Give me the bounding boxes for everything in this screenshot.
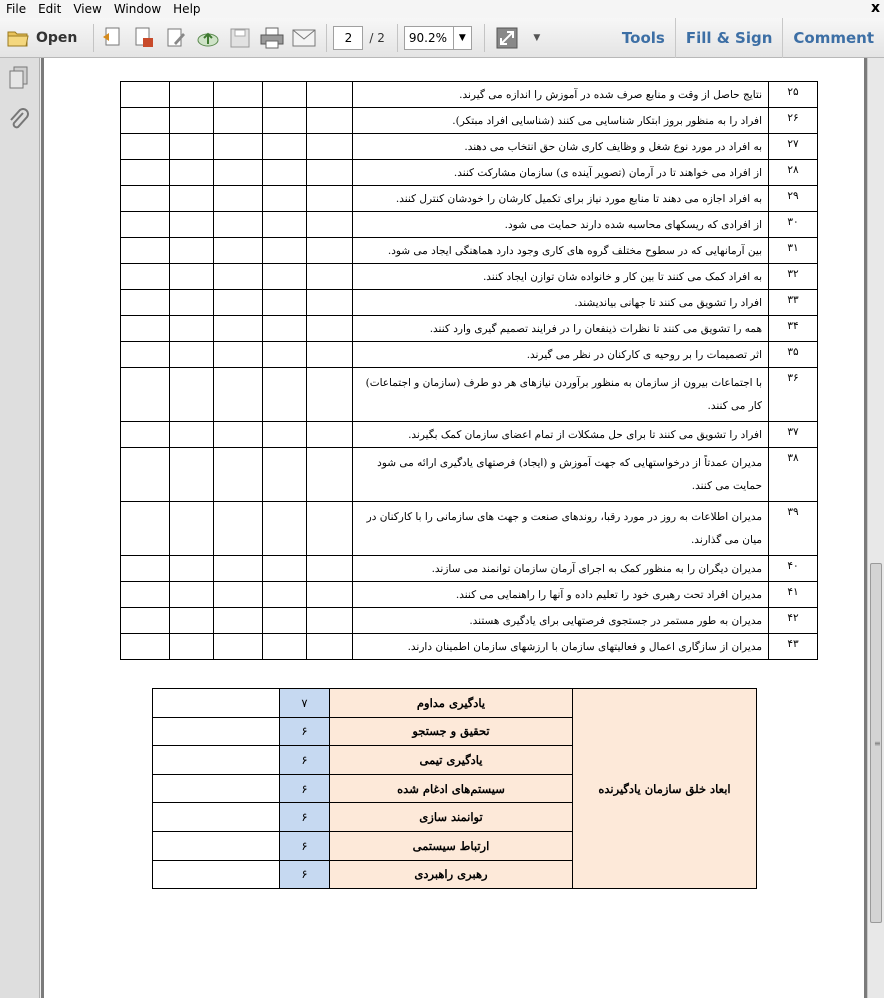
page-number-input[interactable]: 2 xyxy=(333,26,363,50)
answer-cell[interactable] xyxy=(307,264,353,290)
answer-cell[interactable] xyxy=(307,342,353,368)
answer-cell[interactable] xyxy=(121,186,170,212)
question-number: ۴۰ xyxy=(769,556,818,582)
menu-window[interactable]: Window xyxy=(113,2,162,16)
answer-cell[interactable] xyxy=(170,582,214,608)
answer-cell[interactable] xyxy=(214,368,263,422)
dimensions-title: ابعاد خلق سازمان یادگیرنده xyxy=(573,689,757,889)
dimension-count: ۷ xyxy=(280,689,330,718)
comment-link[interactable]: Comment xyxy=(782,18,884,58)
answer-cell[interactable] xyxy=(263,108,307,134)
question-text: همه را تشویق می کنند تا نظرات ذینفعان را در فرایند تصمیم گیری وارد کنند. xyxy=(353,316,769,342)
answer-cell[interactable] xyxy=(121,82,170,108)
upload-cloud-icon[interactable] xyxy=(196,26,220,50)
answer-cell[interactable] xyxy=(214,82,263,108)
dimension-label: تحقیق و جستجو xyxy=(330,717,573,746)
table-row xyxy=(121,82,818,108)
print-icon[interactable] xyxy=(260,26,284,50)
answer-cell[interactable] xyxy=(214,290,263,316)
answer-cell[interactable] xyxy=(307,108,353,134)
answer-cell[interactable] xyxy=(307,82,353,108)
question-number: ۲۸ xyxy=(769,160,818,186)
answer-cell[interactable] xyxy=(121,212,170,238)
table-row xyxy=(121,212,818,238)
answer-cell[interactable] xyxy=(170,502,214,556)
answer-cell[interactable] xyxy=(307,368,353,422)
answer-cell[interactable] xyxy=(170,368,214,422)
menu-edit[interactable]: Edit xyxy=(38,2,62,16)
question-text: مدیران از سازگاری اعمال و فعالیتهای سازمان با ارزشهای سازمان اطمینان دارند. xyxy=(353,634,769,660)
answer-cell[interactable] xyxy=(214,502,263,556)
answer-cell[interactable] xyxy=(170,212,214,238)
empty-cell xyxy=(153,717,280,746)
answer-cell[interactable] xyxy=(170,608,214,634)
question-text: از افرادی که ریسکهای محاسبه شده دارند حمایت می شود. xyxy=(353,212,769,238)
question-text: نتایج حاصل از وقت و منابع صرف شده در آموزش را اندازه می گیرند. xyxy=(353,82,769,108)
answer-cell[interactable] xyxy=(307,502,353,556)
question-number: ۳۱ xyxy=(769,238,818,264)
navigation-panel xyxy=(0,58,40,998)
document-view[interactable] xyxy=(41,58,867,998)
question-number: ۴۳ xyxy=(769,634,818,660)
zoom-select[interactable] xyxy=(404,26,472,50)
answer-cell[interactable] xyxy=(263,316,307,342)
table-row xyxy=(121,134,818,160)
answer-cell[interactable] xyxy=(263,368,307,422)
answer-cell[interactable] xyxy=(214,342,263,368)
answer-cell[interactable] xyxy=(121,342,170,368)
toolbar-separator xyxy=(484,24,485,52)
question-number: ۳۶ xyxy=(769,368,818,422)
answer-cell[interactable] xyxy=(121,634,170,660)
answer-cell[interactable] xyxy=(214,448,263,502)
table-row xyxy=(121,160,818,186)
scrollbar-thumb[interactable] xyxy=(870,563,882,923)
question-number: ۲۶ xyxy=(769,108,818,134)
table-row xyxy=(121,316,818,342)
answer-cell[interactable] xyxy=(214,238,263,264)
answer-cell[interactable] xyxy=(170,316,214,342)
answer-cell[interactable] xyxy=(263,342,307,368)
menu-help[interactable]: Help xyxy=(173,2,201,16)
table-row xyxy=(121,582,818,608)
table-row xyxy=(153,689,757,718)
question-number: ۳۷ xyxy=(769,422,818,448)
empty-cell xyxy=(153,803,280,832)
grip-icon: ≡ xyxy=(874,739,881,748)
fit-page-icon[interactable] xyxy=(495,26,519,50)
answer-cell[interactable] xyxy=(263,634,307,660)
answer-cell[interactable] xyxy=(121,160,170,186)
questionnaire-table xyxy=(120,81,818,660)
question-text: افراد را تشویق می کنند تا جهانی بیاندیشند. xyxy=(353,290,769,316)
answer-cell[interactable] xyxy=(307,582,353,608)
attachment-icon[interactable] xyxy=(8,108,32,132)
answer-cell[interactable] xyxy=(170,186,214,212)
answer-cell[interactable] xyxy=(214,160,263,186)
answer-cell[interactable] xyxy=(307,448,353,502)
answer-cell[interactable] xyxy=(121,448,170,502)
answer-cell[interactable] xyxy=(263,134,307,160)
question-number: ۲۵ xyxy=(769,82,818,108)
answer-cell[interactable] xyxy=(121,290,170,316)
question-number: ۳۳ xyxy=(769,290,818,316)
answer-cell[interactable] xyxy=(307,212,353,238)
table-row xyxy=(121,502,818,556)
dimension-count: ۶ xyxy=(280,831,330,860)
answer-cell[interactable] xyxy=(170,160,214,186)
folder-icon xyxy=(6,26,30,50)
vertical-scrollbar[interactable] xyxy=(867,58,884,998)
export-pdf-icon[interactable] xyxy=(132,26,156,50)
answer-cell[interactable] xyxy=(121,316,170,342)
close-document-button[interactable]: x xyxy=(870,0,880,16)
answer-cell[interactable] xyxy=(214,556,263,582)
tools-link[interactable]: Tools xyxy=(621,29,665,47)
toolbar-separator xyxy=(397,24,398,52)
dimension-label: رهبری راهبردی xyxy=(330,860,573,889)
table-row xyxy=(121,342,818,368)
answer-cell[interactable] xyxy=(214,608,263,634)
answer-cell[interactable] xyxy=(263,238,307,264)
answer-cell[interactable] xyxy=(263,264,307,290)
right-panel-links xyxy=(612,18,884,58)
table-row xyxy=(121,556,818,582)
pages-icon[interactable] xyxy=(8,66,32,90)
answer-cell[interactable] xyxy=(214,316,263,342)
toolbar xyxy=(0,18,884,58)
page-total: / 2 xyxy=(369,30,385,45)
answer-cell[interactable] xyxy=(263,608,307,634)
table-row xyxy=(121,634,818,660)
answer-cell[interactable] xyxy=(307,634,353,660)
question-text: به افراد در مورد نوع شغل و وظایف کاری شان حق انتخاب می دهند. xyxy=(353,134,769,160)
menu-bar xyxy=(0,0,884,18)
table-row xyxy=(121,448,818,502)
dimension-count: ۶ xyxy=(280,803,330,832)
answer-cell[interactable] xyxy=(170,290,214,316)
question-number: ۳۸ xyxy=(769,448,818,502)
question-text: افراد را تشویق می کنند تا برای حل مشکلات از تمام اعضای سازمان کمک بگیرند. xyxy=(353,422,769,448)
answer-cell[interactable] xyxy=(214,422,263,448)
email-icon[interactable] xyxy=(292,26,316,50)
question-text: مدیران افراد تحت رهبری خود را تعلیم داده و آنها را راهنمایی می کنند. xyxy=(353,582,769,608)
create-pdf-icon[interactable] xyxy=(100,26,124,50)
question-text: بین آرمانهایی که در سطوح مختلف گروه های کاری وجود دارد هماهنگی ایجاد می شود. xyxy=(353,238,769,264)
table-row xyxy=(121,264,818,290)
answer-cell[interactable] xyxy=(121,502,170,556)
answer-cell[interactable] xyxy=(121,368,170,422)
answer-cell[interactable] xyxy=(121,556,170,582)
answer-cell[interactable] xyxy=(307,556,353,582)
answer-cell[interactable] xyxy=(214,186,263,212)
toolbar-options-icon[interactable]: ▼ xyxy=(533,32,541,43)
dimension-count: ۶ xyxy=(280,717,330,746)
answer-cell[interactable] xyxy=(263,502,307,556)
answer-cell[interactable] xyxy=(170,422,214,448)
edit-document-icon[interactable] xyxy=(164,26,188,50)
question-number: ۳۴ xyxy=(769,316,818,342)
open-label: Open xyxy=(36,29,78,46)
question-text: اثر تصمیمات را بر روحیه ی کارکنان در نظر می گیرند. xyxy=(353,342,769,368)
answer-cell[interactable] xyxy=(307,422,353,448)
answer-cell[interactable] xyxy=(263,82,307,108)
table-row xyxy=(121,290,818,316)
table-row xyxy=(121,368,818,422)
zoom-value: 90.2% xyxy=(408,30,448,45)
answer-cell[interactable] xyxy=(121,422,170,448)
answer-cell[interactable] xyxy=(170,342,214,368)
dimension-count: ۶ xyxy=(280,746,330,775)
answer-cell[interactable] xyxy=(307,134,353,160)
answer-cell[interactable] xyxy=(121,582,170,608)
answer-cell[interactable] xyxy=(170,264,214,290)
question-text: مدیران عمدتاً از درخواستهایی که جهت آموزش و (ایجاد) فرصتهای یادگیری ارائه می شود حمایت می کنند. xyxy=(353,448,769,502)
question-text: مدیران دیگران را به منظور کمک به اجرای آرمان سازمان توانمند می سازند. xyxy=(353,556,769,582)
fill-sign-link[interactable]: Fill & Sign xyxy=(675,18,783,58)
question-text: به افراد اجازه می دهند تا منابع مورد نیاز برای تکمیل کارشان را خودشان کنترل کنند. xyxy=(353,186,769,212)
answer-cell[interactable] xyxy=(121,608,170,634)
question-text: از افراد می خواهند تا در آرمان (تصویر آینده ی) سازمان مشارکت کنند. xyxy=(353,160,769,186)
answer-cell[interactable] xyxy=(263,290,307,316)
menu-view[interactable]: View xyxy=(73,2,102,16)
answer-cell[interactable] xyxy=(307,290,353,316)
answer-cell[interactable] xyxy=(121,134,170,160)
answer-cell[interactable] xyxy=(121,238,170,264)
answer-cell[interactable] xyxy=(214,264,263,290)
chevron-down-icon[interactable]: ▼ xyxy=(453,27,471,49)
dimension-count: ۶ xyxy=(280,860,330,889)
answer-cell[interactable] xyxy=(263,160,307,186)
answer-cell[interactable] xyxy=(121,264,170,290)
empty-cell xyxy=(153,746,280,775)
question-text: افراد را به منظور بروز ابتکار شناسایی می کنند (شناسایی افراد مبتکر). xyxy=(353,108,769,134)
answer-cell[interactable] xyxy=(170,108,214,134)
question-number: ۲۹ xyxy=(769,186,818,212)
answer-cell[interactable] xyxy=(170,556,214,582)
answer-cell[interactable] xyxy=(263,422,307,448)
answer-cell[interactable] xyxy=(307,160,353,186)
question-number: ۳۰ xyxy=(769,212,818,238)
question-number: ۴۱ xyxy=(769,582,818,608)
question-number: ۳۲ xyxy=(769,264,818,290)
question-text: با اجتماعات بیرون از سازمان به منظور برآوردن نیازهای هر دو طرف (سازمان و اجتماعات) کار می کنند. xyxy=(353,368,769,422)
empty-cell xyxy=(153,774,280,803)
toolbar-separator xyxy=(326,24,327,52)
dimension-label: توانمند سازی xyxy=(330,803,573,832)
toolbar-separator xyxy=(93,24,94,52)
question-text: مدیران به طور مستمر در جستجوی فرصتهایی برای یادگیری هستند. xyxy=(353,608,769,634)
answer-cell[interactable] xyxy=(170,448,214,502)
question-number: ۴۲ xyxy=(769,608,818,634)
question-text: به افراد کمک می کنند تا بین کار و خانواده شان توازن ایجاد کنند. xyxy=(353,264,769,290)
answer-cell[interactable] xyxy=(263,186,307,212)
answer-cell[interactable] xyxy=(214,108,263,134)
answer-cell[interactable] xyxy=(170,82,214,108)
table-row xyxy=(121,238,818,264)
answer-cell[interactable] xyxy=(170,238,214,264)
answer-cell[interactable] xyxy=(263,556,307,582)
dimension-count: ۶ xyxy=(280,774,330,803)
table-row xyxy=(121,608,818,634)
empty-cell xyxy=(153,860,280,889)
table-row xyxy=(121,186,818,212)
dimension-label: یادگیری تیمی xyxy=(330,746,573,775)
dimension-label: سیستم‌های ادغام شده xyxy=(330,774,573,803)
answer-cell[interactable] xyxy=(170,634,214,660)
answer-cell[interactable] xyxy=(307,238,353,264)
answer-cell[interactable] xyxy=(263,448,307,502)
answer-cell[interactable] xyxy=(263,212,307,238)
question-text: مدیران اطلاعات به روز در مورد رقبا، روندهای صنعت و جهت های سازمانی را با کارکنان در میان می گذارند. xyxy=(353,502,769,556)
answer-cell[interactable] xyxy=(170,134,214,160)
answer-cell[interactable] xyxy=(214,212,263,238)
table-row xyxy=(121,422,818,448)
dimensions-table xyxy=(152,688,757,889)
empty-cell xyxy=(153,689,280,718)
menu-file[interactable]: File xyxy=(6,2,27,16)
answer-cell[interactable] xyxy=(121,108,170,134)
question-number: ۳۹ xyxy=(769,502,818,556)
question-number: ۳۵ xyxy=(769,342,818,368)
answer-cell[interactable] xyxy=(214,134,263,160)
answer-cell[interactable] xyxy=(307,608,353,634)
answer-cell[interactable] xyxy=(263,582,307,608)
answer-cell[interactable] xyxy=(214,634,263,660)
open-button[interactable] xyxy=(6,23,77,53)
pdf-page xyxy=(44,58,864,998)
answer-cell[interactable] xyxy=(214,582,263,608)
answer-cell[interactable] xyxy=(307,316,353,342)
save-icon[interactable] xyxy=(228,26,252,50)
empty-cell xyxy=(153,831,280,860)
table-row xyxy=(121,108,818,134)
dimension-label: ارتباط سیستمی xyxy=(330,831,573,860)
dimension-label: یادگیری مداوم xyxy=(330,689,573,718)
answer-cell[interactable] xyxy=(307,186,353,212)
question-number: ۲۷ xyxy=(769,134,818,160)
